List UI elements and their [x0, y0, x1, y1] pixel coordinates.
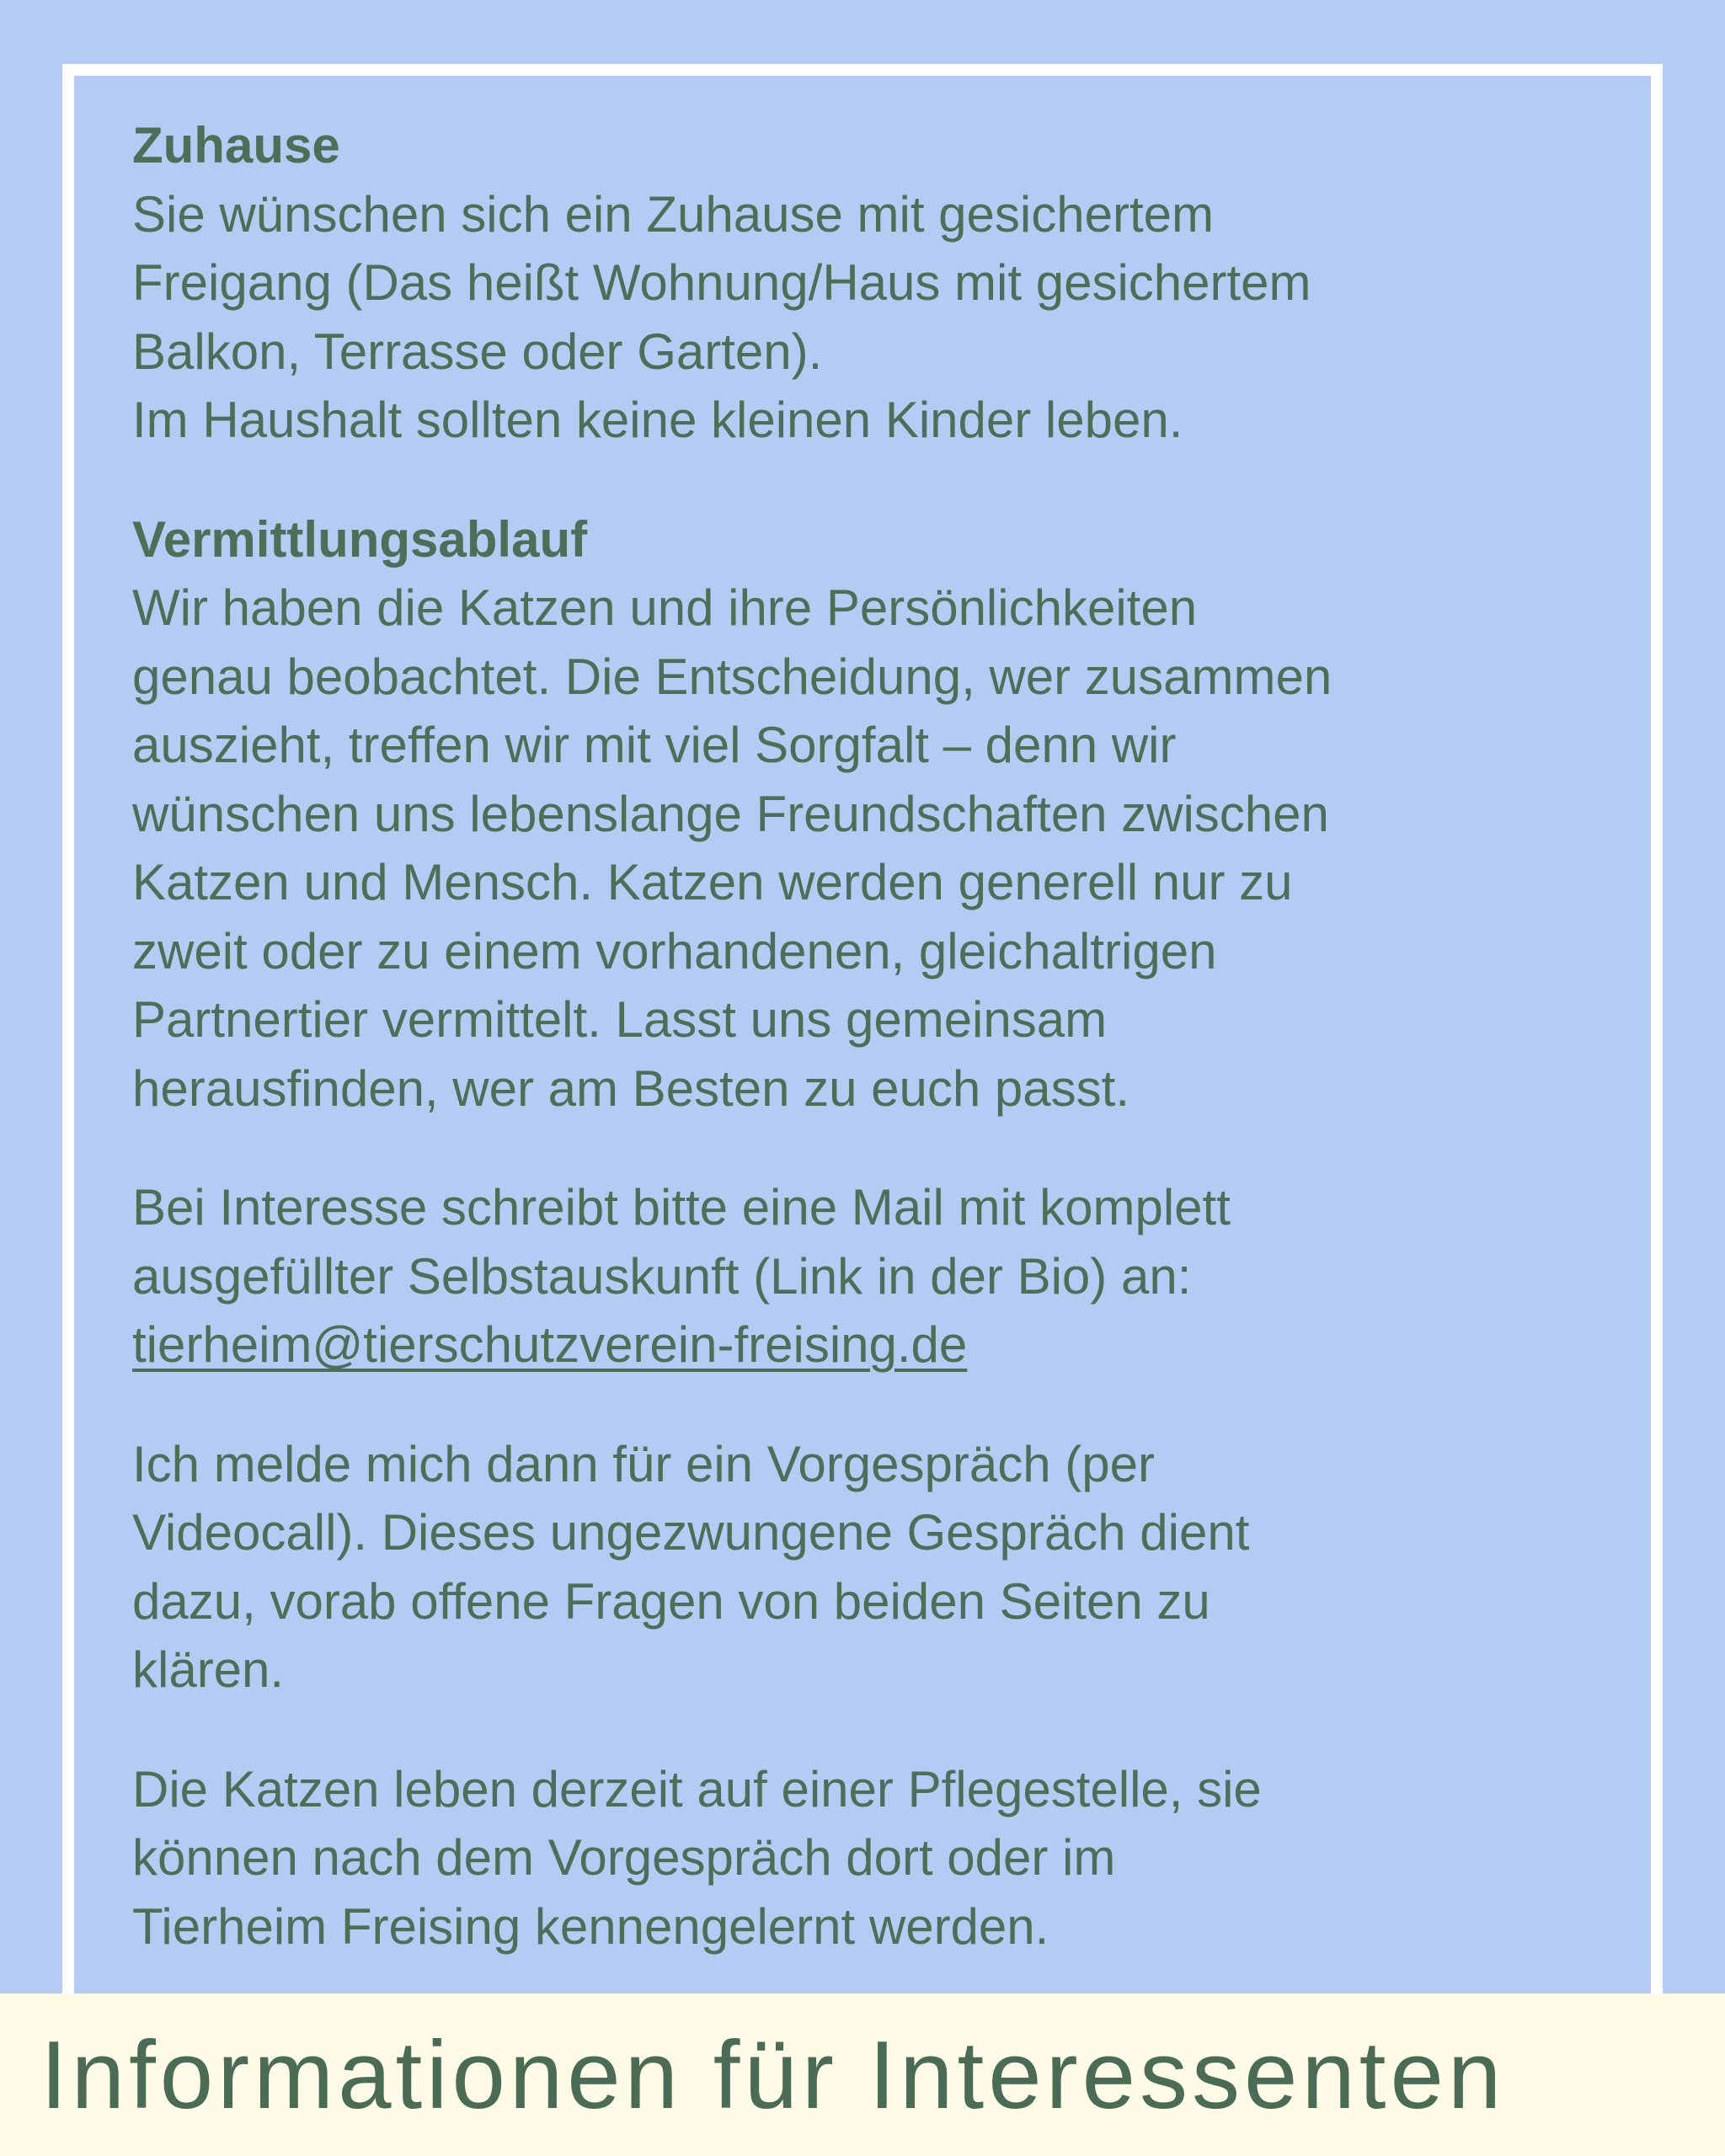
info-content: [132, 111, 1615, 1961]
text-line: Bei Interesse schreibt bitte eine Mail mit komplett: [132, 1179, 1231, 1235]
text-line: Die Katzen leben derzeit auf einer Pflegestelle, sie: [132, 1760, 1262, 1817]
text-line: wünschen uns lebenslange Freundschaften zwischen: [132, 785, 1329, 842]
footer-title: Informationen für Interessenten: [40, 2022, 1506, 2129]
text-line: Ich melde mich dann für ein Vorgespräch (per: [132, 1435, 1155, 1492]
text-line: Sie wünschen sich ein Zuhause mit gesichertem: [132, 185, 1214, 243]
text-line: dazu, vorab offene Fragen von beiden Seiten zu: [132, 1572, 1210, 1630]
text-line: Freigang (Das heißt Wohnung/Haus mit gesichertem: [132, 254, 1311, 311]
spacer: [132, 1705, 1615, 1755]
text-line: Im Haushalt sollten keine kleinen Kinder leben.: [132, 392, 1183, 448]
text-line: Partnertier vermittelt. Lasst uns gemeinsam: [132, 991, 1108, 1048]
section-foster: [132, 1755, 1615, 1961]
section-home: [132, 111, 1615, 455]
text-line: können nach dem Vorgespräch dort oder im: [132, 1829, 1116, 1886]
section-call: [132, 1430, 1615, 1705]
text-line: Balkon, Terrasse oder Garten).: [132, 323, 823, 380]
text-line: auszieht, treffen wir mit viel Sorgfalt – denn wir: [132, 717, 1177, 773]
section-contact: [132, 1173, 1615, 1380]
text-line: Katzen und Mensch. Katzen werden generell nur zu: [132, 854, 1293, 910]
text-line: Wir haben die Katzen und ihre Persönlichkeiten: [132, 579, 1198, 636]
spacer: [132, 1380, 1615, 1430]
text-line: ausgefüllter Selbstauskunft (Link in der Bio) an:: [132, 1247, 1192, 1305]
text-line: klären.: [132, 1641, 285, 1698]
section-process: [132, 505, 1615, 1123]
text-line: Tierheim Freising kennengelernt werden.: [132, 1897, 1049, 1955]
text-line: Videocall). Dieses ungezwungene Gespräch dient: [132, 1504, 1250, 1561]
email-link[interactable]: tierheim@tierschutzverein-freising.de: [132, 1316, 968, 1373]
text-line: herausfinden, wer am Besten zu euch passt.: [132, 1059, 1130, 1117]
heading-process: Vermittlungsablauf: [132, 510, 588, 568]
spacer: [132, 455, 1615, 505]
text-line: genau beobachtet. Die Entscheidung, wer zusammen: [132, 648, 1332, 705]
heading-home: Zuhause: [132, 117, 340, 173]
text-line: zweit oder zu einem vorhandenen, gleichaltrigen: [132, 922, 1217, 979]
spacer: [132, 1123, 1615, 1173]
